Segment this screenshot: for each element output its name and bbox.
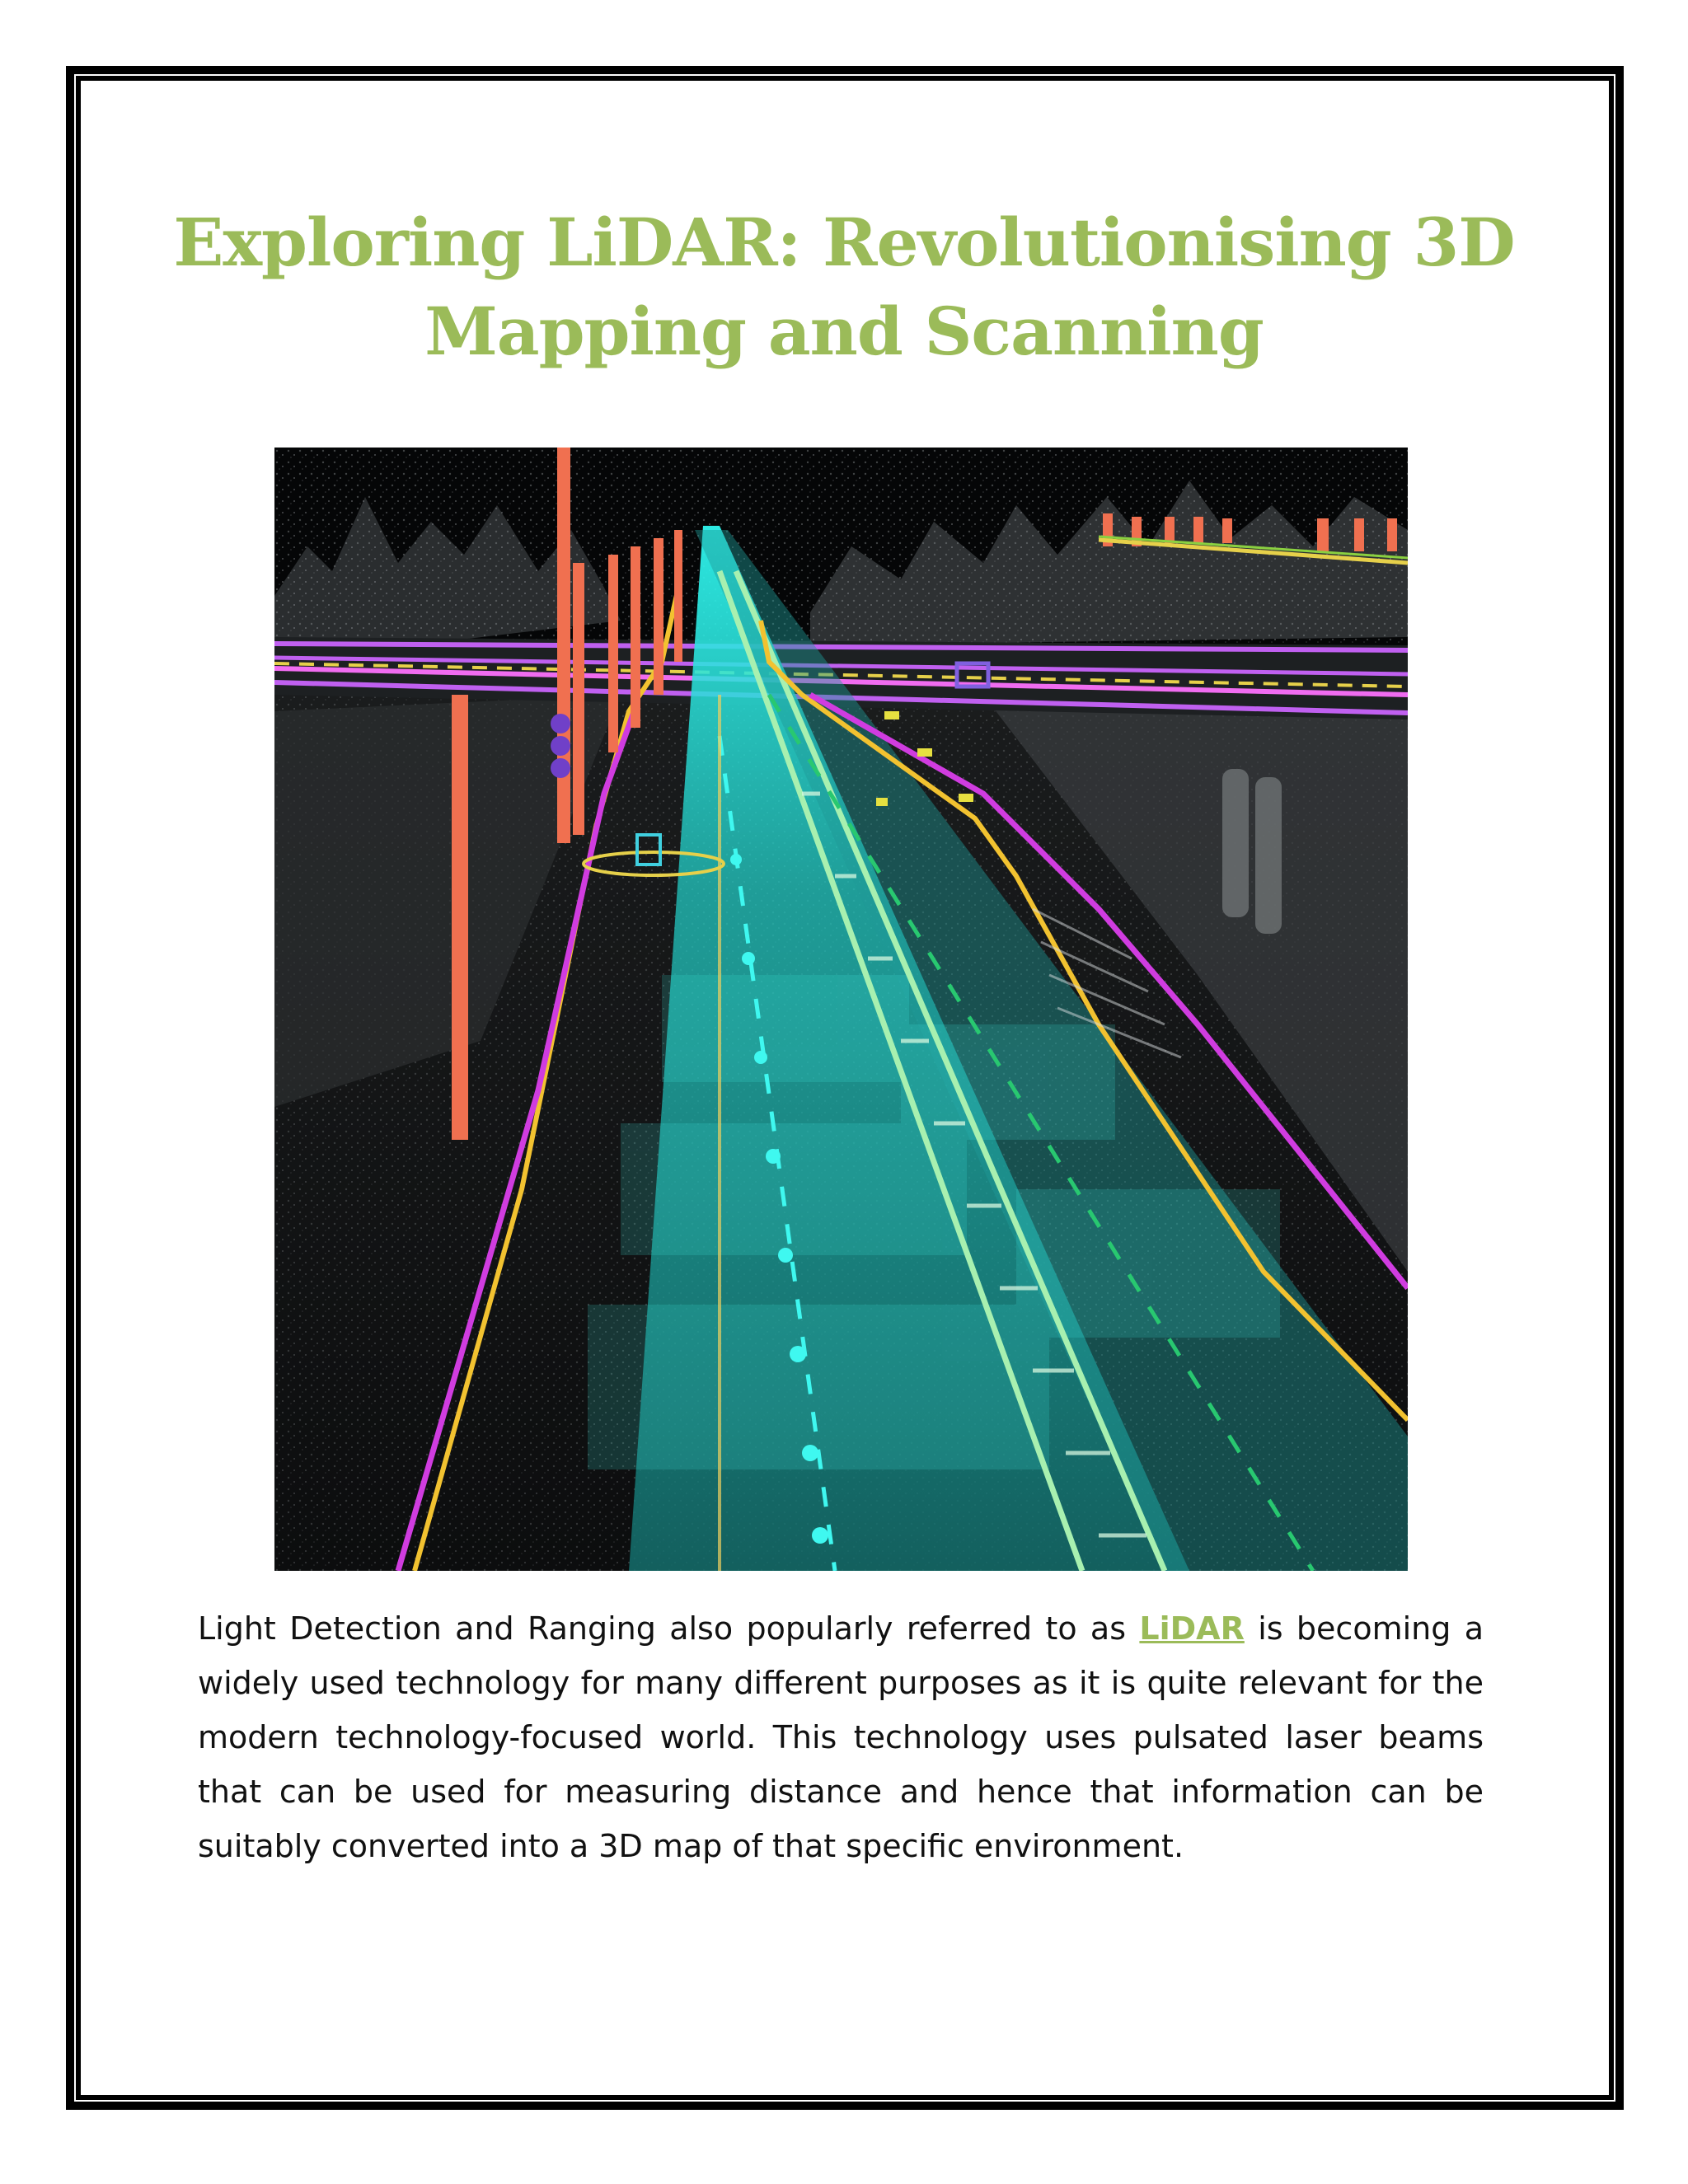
paragraph-text-before-link: Light Detection and Ranging also popularly referred to as bbox=[198, 1610, 1140, 1647]
lidar-scene-illustration bbox=[274, 448, 1408, 1571]
intro-paragraph bbox=[198, 1601, 1484, 1873]
title-line-2: Mapping and Scanning bbox=[424, 293, 1264, 370]
lidar-link[interactable]: LiDAR bbox=[1139, 1610, 1245, 1647]
page-title bbox=[165, 198, 1523, 376]
paragraph-text-after-link: is becoming a widely used technology for many different purposes as it is quite relevant for the modern technology-focused world. This technology uses pulsated laser beams that can be used for measuring distance and hence that information can be suitably converted into a 3D map of that specific environment. bbox=[198, 1610, 1484, 1864]
title-line-1: Exploring LiDAR: Revolutionising 3D bbox=[173, 204, 1515, 281]
lidar-point-cloud-image bbox=[274, 448, 1408, 1571]
